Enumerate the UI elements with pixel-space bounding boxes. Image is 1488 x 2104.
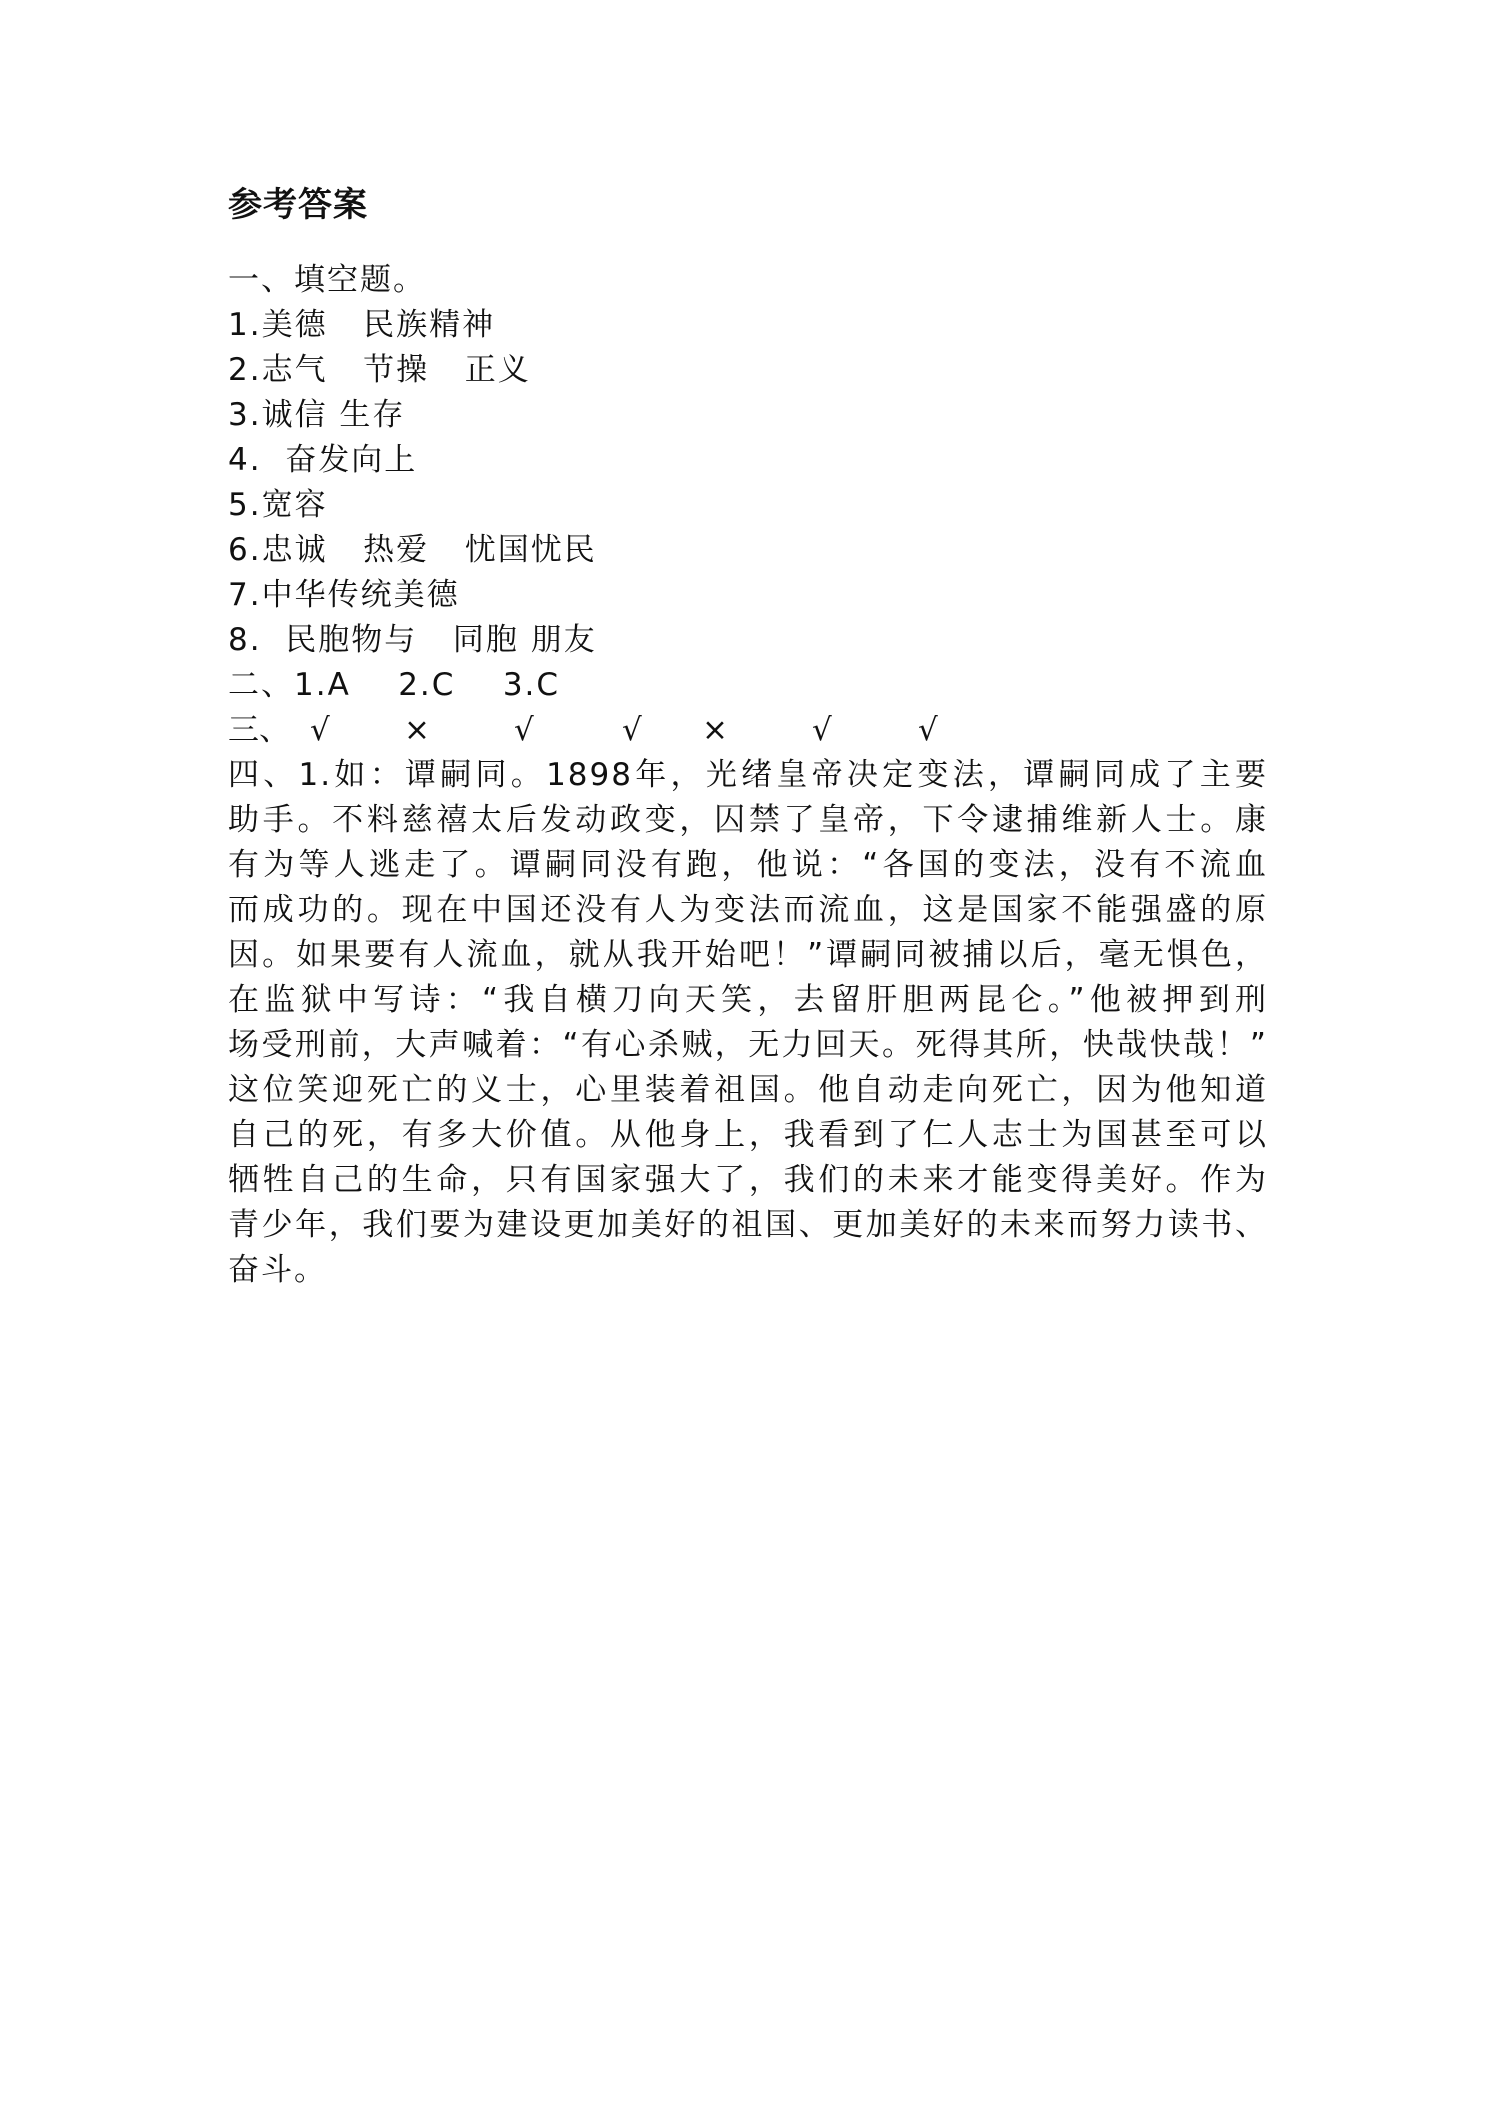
fill-blank-answer-5: 5.宽容 bbox=[228, 487, 328, 523]
true-false-mark-5: × bbox=[702, 712, 728, 748]
true-false-label: 三、 bbox=[228, 712, 290, 748]
fill-blank-answer-4: 4. 奋发向上 bbox=[228, 442, 418, 478]
section1-heading: 一、填空题。 bbox=[228, 262, 426, 298]
essay-line: 四、1.如：谭嗣同。1898年，光绪皇帝决定变法，谭嗣同成了主要 bbox=[228, 757, 1268, 793]
essay-line: 自己的死，有多大价值。从他身上，我看到了仁人志士为国甚至可以 bbox=[228, 1117, 1268, 1153]
true-false-mark-1: √ bbox=[310, 712, 330, 748]
true-false-answers bbox=[228, 708, 1268, 753]
essay-line: 这位笑迎死亡的义士，心里装着祖国。他自动走向死亡，因为他知道 bbox=[228, 1072, 1268, 1108]
essay-line: 因。如果要有人流血，就从我开始吧！”谭嗣同被捕以后，毫无惧色， bbox=[228, 937, 1268, 973]
multiple-choice-answers: 二、1.A 2.C 3.C bbox=[228, 667, 561, 703]
answers-block bbox=[228, 258, 1268, 1293]
essay-line: 有为等人逃走了。谭嗣同没有跑，他说：“各国的变法，没有不流血 bbox=[228, 847, 1268, 883]
fill-blank-answer-1: 1.美德 民族精神 bbox=[228, 307, 496, 343]
essay-line: 牺牲自己的生命，只有国家强大了，我们的未来才能变得美好。作为 bbox=[228, 1162, 1268, 1198]
essay-line: 青少年，我们要为建设更加美好的祖国、更加美好的未来而努力读书、 bbox=[228, 1207, 1268, 1243]
essay-answer bbox=[228, 753, 1268, 1293]
fill-blank-answer-2: 2.志气 节操 正义 bbox=[228, 352, 531, 388]
fill-blank-answer-8: 8. 民胞物与 同胞 朋友 bbox=[228, 622, 597, 658]
fill-blank-answer-7: 7.中华传统美德 bbox=[228, 577, 460, 613]
fill-blank-answer-3: 3.诚信 生存 bbox=[228, 397, 406, 433]
essay-line: 在监狱中写诗：“我自横刀向天笑，去留肝胆两昆仑。”他被押到刑 bbox=[228, 982, 1268, 1018]
true-false-mark-2: × bbox=[404, 712, 430, 748]
fill-blank-answer-6: 6.忠诚 热爱 忧国忧民 bbox=[228, 532, 597, 568]
essay-line: 助手。不料慈禧太后发动政变，囚禁了皇帝，下令逮捕维新人士。康 bbox=[228, 802, 1268, 838]
true-false-mark-6: √ bbox=[812, 712, 832, 748]
true-false-mark-4: √ bbox=[622, 712, 642, 748]
page-title: 参考答案 bbox=[228, 185, 368, 225]
essay-line: 奋斗。 bbox=[228, 1252, 327, 1288]
true-false-mark-7: √ bbox=[918, 712, 938, 748]
essay-line: 场受刑前，大声喊着：“有心杀贼，无力回天。死得其所，快哉快哉！” bbox=[228, 1027, 1268, 1063]
essay-line: 而成功的。现在中国还没有人为变法而流血，这是国家不能强盛的原 bbox=[228, 892, 1268, 928]
true-false-mark-3: √ bbox=[514, 712, 534, 748]
